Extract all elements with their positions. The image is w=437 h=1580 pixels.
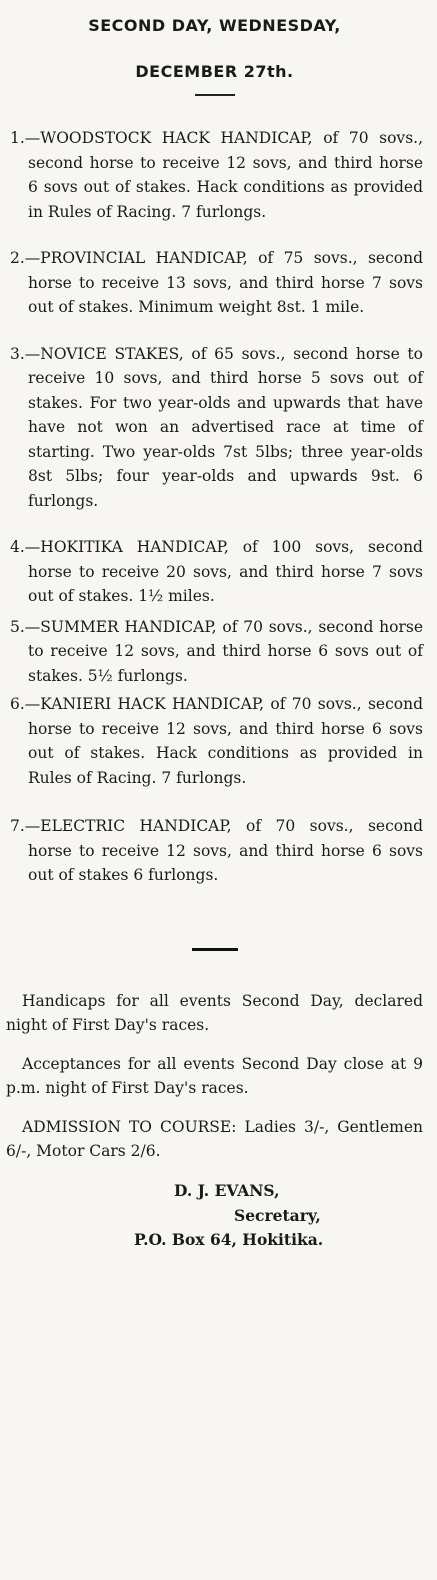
race-number: 7.— bbox=[10, 817, 41, 835]
race-details: of 100 sovs, second horse to receive 20 sovs, and third horse 7 sovs out of stakes. 1½ miles. bbox=[28, 538, 423, 605]
race-details: of 75 sovs., second horse to receive 13 sovs, and third horse 7 sovs out of stakes. Minimum weight 8st. 1 mile. bbox=[28, 249, 423, 316]
race-details: of 70 sovs., second horse to receive 12 sovs, and third horse 6 sovs out of stakes 6 furlongs. bbox=[28, 817, 423, 884]
race-details: of 70 sovs., second horse to receive 12 sovs, and third horse 6 sovs out of stakes. Hack conditions as provided in Rules of Racing. 7 furlongs. bbox=[28, 129, 423, 221]
race-item-4 bbox=[6, 535, 423, 609]
race-number: 1.— bbox=[10, 129, 41, 147]
heading-date: DECEMBER 27th. bbox=[135, 62, 294, 81]
heading-day: SECOND DAY, WEDNESDAY, bbox=[88, 16, 341, 35]
race-number: 6.— bbox=[10, 695, 41, 713]
race-item-7 bbox=[6, 814, 423, 888]
signature-title: Secretary, bbox=[234, 1205, 321, 1225]
race-name: WOODSTOCK HACK HANDICAP, bbox=[40, 129, 313, 147]
race-number: 5.— bbox=[10, 617, 41, 636]
race-item-3 bbox=[6, 342, 423, 514]
race-name: KANIERI HACK HANDICAP, bbox=[40, 695, 265, 713]
race-name: ELECTRIC HANDICAP, bbox=[40, 817, 232, 835]
race-details: of 70 sovs., second horse to receive 12 sovs, and third horse 6 sovs out of stakes. Hack conditions as provided in Rules of Racing. 7 furlongs. bbox=[28, 695, 423, 787]
divider-mid bbox=[192, 948, 238, 951]
race-number: 4.— bbox=[10, 538, 41, 556]
race-item-2 bbox=[6, 246, 423, 320]
race-details: of 70 sovs., second horse to receive 12 sovs, and third horse 6 sovs out of stakes. 5½ furlongs. bbox=[28, 617, 423, 685]
race-name: NOVICE STAKES, bbox=[40, 344, 184, 363]
notice-handicaps: Handicaps for all events Second Day, declared night of First Day's races. bbox=[6, 991, 423, 1034]
race-number: 2.— bbox=[10, 249, 41, 267]
notice-acceptances: Acceptances for all events Second Day close at 9 p.m. night of First Day's races. bbox=[6, 1054, 423, 1097]
signature-name: D. J. EVANS, bbox=[174, 1181, 280, 1200]
signature-address: P.O. Box 64, Hokitika. bbox=[134, 1230, 324, 1249]
race-name: SUMMER HANDICAP, bbox=[40, 617, 217, 636]
race-name: HOKITIKA HANDICAP, bbox=[40, 538, 229, 556]
race-number: 3.— bbox=[10, 344, 41, 363]
race-item-1 bbox=[6, 126, 423, 224]
admission-label: ADMISSION TO COURSE: bbox=[22, 1117, 237, 1136]
divider-short bbox=[195, 94, 235, 96]
race-item-5 bbox=[6, 615, 423, 689]
admission-notice bbox=[6, 1115, 423, 1164]
race-details: of 65 sovs., second horse to receive 10 sovs, and third horse 5 sovs out of stakes. For two year-olds and upwards that have have not won an advertised race at time of starting. Two year-olds 7st 5lbs; three year-olds 8st 5lbs; four year-olds and upwards 9st. 6 furlongs. bbox=[28, 344, 423, 510]
admission-prices: Ladies 3/-, Gentlemen 6/-, Motor Cars 2/6. bbox=[6, 1117, 423, 1160]
race-name: PROVINCIAL HANDICAP, bbox=[40, 249, 248, 267]
race-item-6 bbox=[6, 692, 423, 790]
